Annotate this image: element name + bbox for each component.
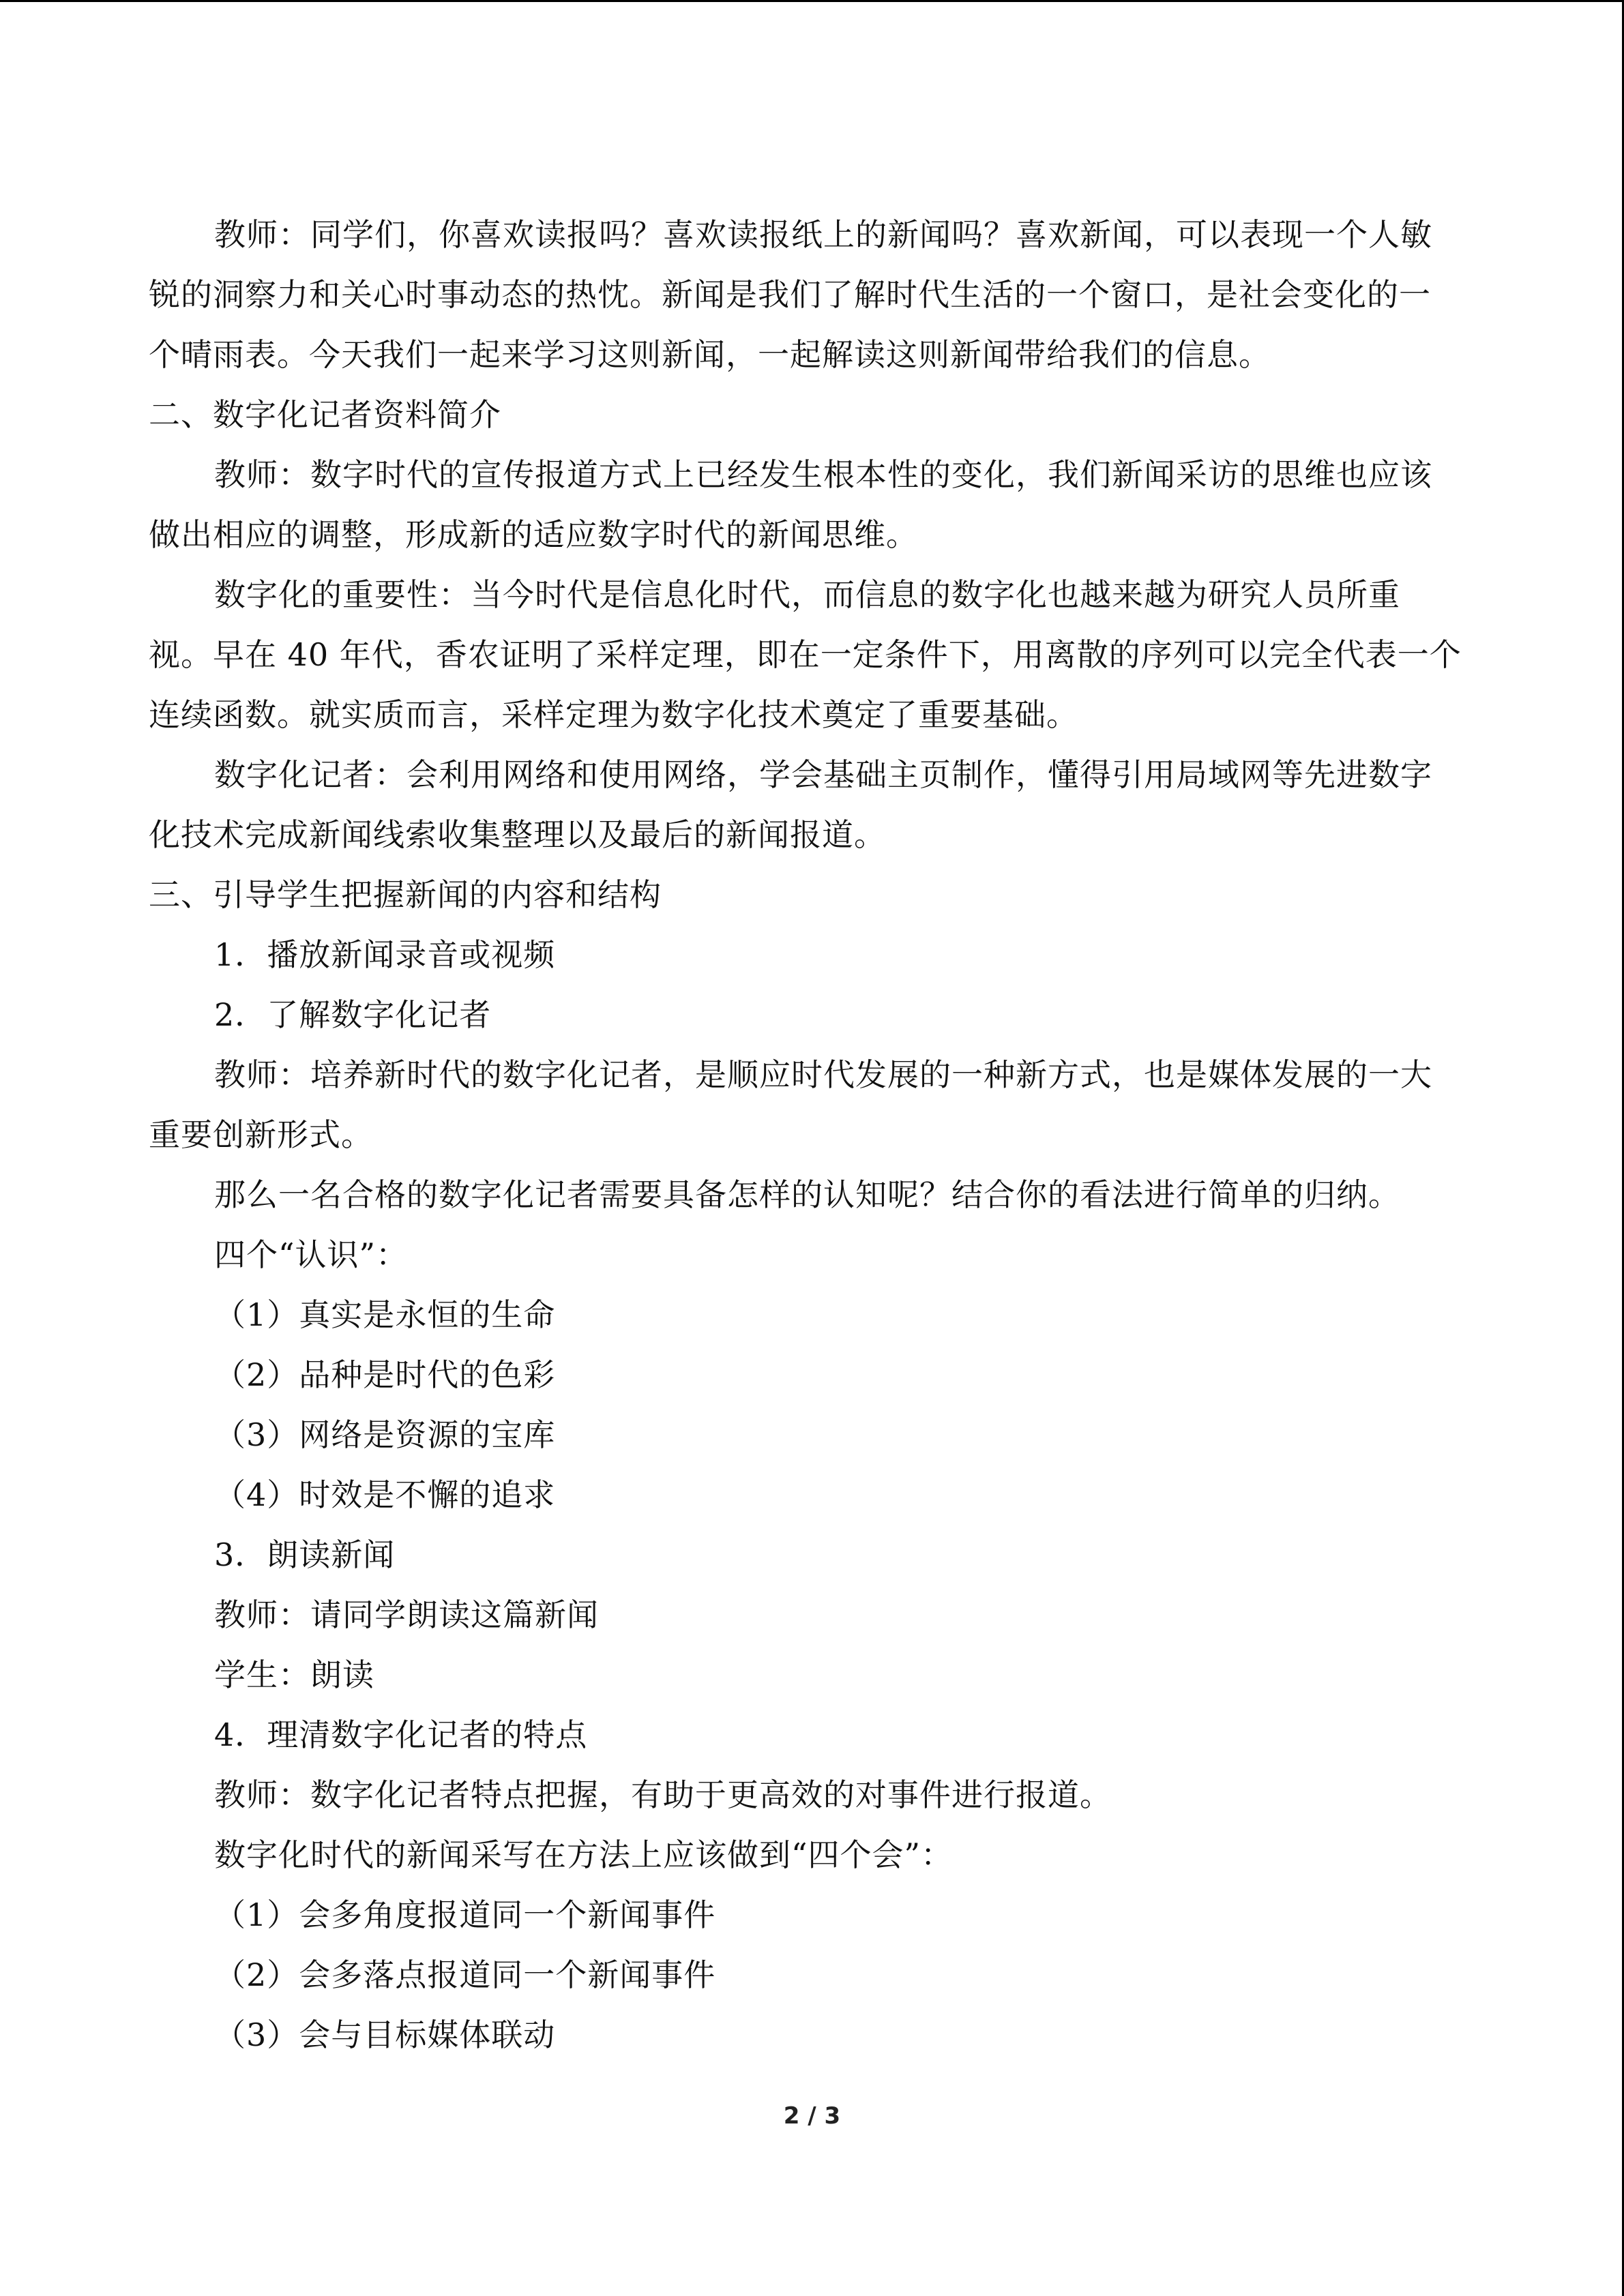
text-line: 做出相应的调整，形成新的适应数字时代的新闻思维。 bbox=[149, 516, 918, 553]
step-2: 2．了解数字化记者 bbox=[214, 996, 492, 1033]
paragraph-teacher-features: 教师：数字化记者特点把握，有助于更高效的对事件进行报道。 bbox=[214, 1776, 1112, 1813]
section-heading-3: 三、引导学生把握新闻的内容和结构 bbox=[149, 876, 662, 913]
page-number: 2 / 3 bbox=[783, 2102, 841, 2130]
paragraph-question: 那么一名合格的数字化记者需要具备怎样的认知呢？结合你的看法进行简单的归纳。 bbox=[214, 1176, 1400, 1213]
text-line: 教师：数字时代的宣传报道方式上已经发生根本性的变化，我们新闻采访的思维也应该 bbox=[214, 456, 1432, 493]
document-body bbox=[149, 205, 1462, 2065]
text-line: 教师：同学们，你喜欢读报吗？喜欢读报纸上的新闻吗？喜欢新闻，可以表现一个人敏 bbox=[214, 216, 1432, 253]
step-3: 3．朗读新闻 bbox=[214, 1536, 396, 1573]
paragraph-digital-reporter bbox=[149, 745, 1458, 865]
paragraph-four-abilities: 数字化时代的新闻采写在方法上应该做到“四个会”： bbox=[214, 1836, 954, 1873]
list-item: （1）真实是永恒的生命 bbox=[214, 1296, 556, 1333]
list-item: （4）时效是不懈的追求 bbox=[214, 1476, 556, 1513]
list-item: （2）会多落点报道同一个新闻事件 bbox=[214, 1956, 716, 1993]
list-item: （1）会多角度报道同一个新闻事件 bbox=[214, 1896, 716, 1933]
paragraph-digital-era bbox=[149, 445, 1458, 565]
text-line: 视。早在 40 年代，香农证明了采样定理，即在一定条件下，用离散的序列可以完全代表一个 bbox=[149, 636, 1462, 673]
list-item: （2）品种是时代的色彩 bbox=[214, 1356, 556, 1393]
text-line: 化技术完成新闻线索收集整理以及最后的新闻报道。 bbox=[149, 816, 886, 853]
step-4: 4．理清数字化记者的特点 bbox=[214, 1716, 588, 1753]
text-line: 锐的洞察力和关心时事动态的热忱。新闻是我们了解时代生活的一个窗口，是社会变化的一 bbox=[149, 276, 1431, 313]
text-line: 连续函数。就实质而言，采样定理为数字化技术奠定了重要基础。 bbox=[149, 696, 1078, 733]
paragraph-teacher-read: 教师：请同学朗读这篇新闻 bbox=[214, 1596, 599, 1633]
paragraph-cultivate bbox=[149, 1045, 1458, 1165]
text-line: 数字化的重要性：当今时代是信息化时代，而信息的数字化也越来越为研究人员所重 bbox=[214, 576, 1400, 613]
paragraph-importance bbox=[149, 565, 1462, 745]
text-line: 重要创新形式。 bbox=[149, 1116, 373, 1153]
text-line: 数字化记者：会利用网络和使用网络，学会基础主页制作，懂得引用局域网等先进数字 bbox=[214, 756, 1432, 793]
paragraph-student-read: 学生：朗读 bbox=[214, 1656, 374, 1693]
step-1: 1．播放新闻录音或视频 bbox=[214, 936, 556, 973]
list-item: （3）会与目标媒体联动 bbox=[214, 2016, 556, 2053]
text-line: 个晴雨表。今天我们一起来学习这则新闻，一起解读这则新闻带给我们的信息。 bbox=[149, 336, 1271, 373]
list-abilities bbox=[149, 1885, 1458, 2065]
list-item: （3）网络是资源的宝库 bbox=[214, 1416, 556, 1453]
list-cognitions bbox=[149, 1285, 1458, 1525]
text-line: 教师：培养新时代的数字化记者，是顺应时代发展的一种新方式，也是媒体发展的一大 bbox=[214, 1056, 1432, 1093]
paragraph-intro bbox=[149, 205, 1458, 385]
section-heading-2: 二、数字化记者资料简介 bbox=[149, 396, 501, 433]
paragraph-four-cognitions: 四个“认识”： bbox=[214, 1236, 409, 1273]
